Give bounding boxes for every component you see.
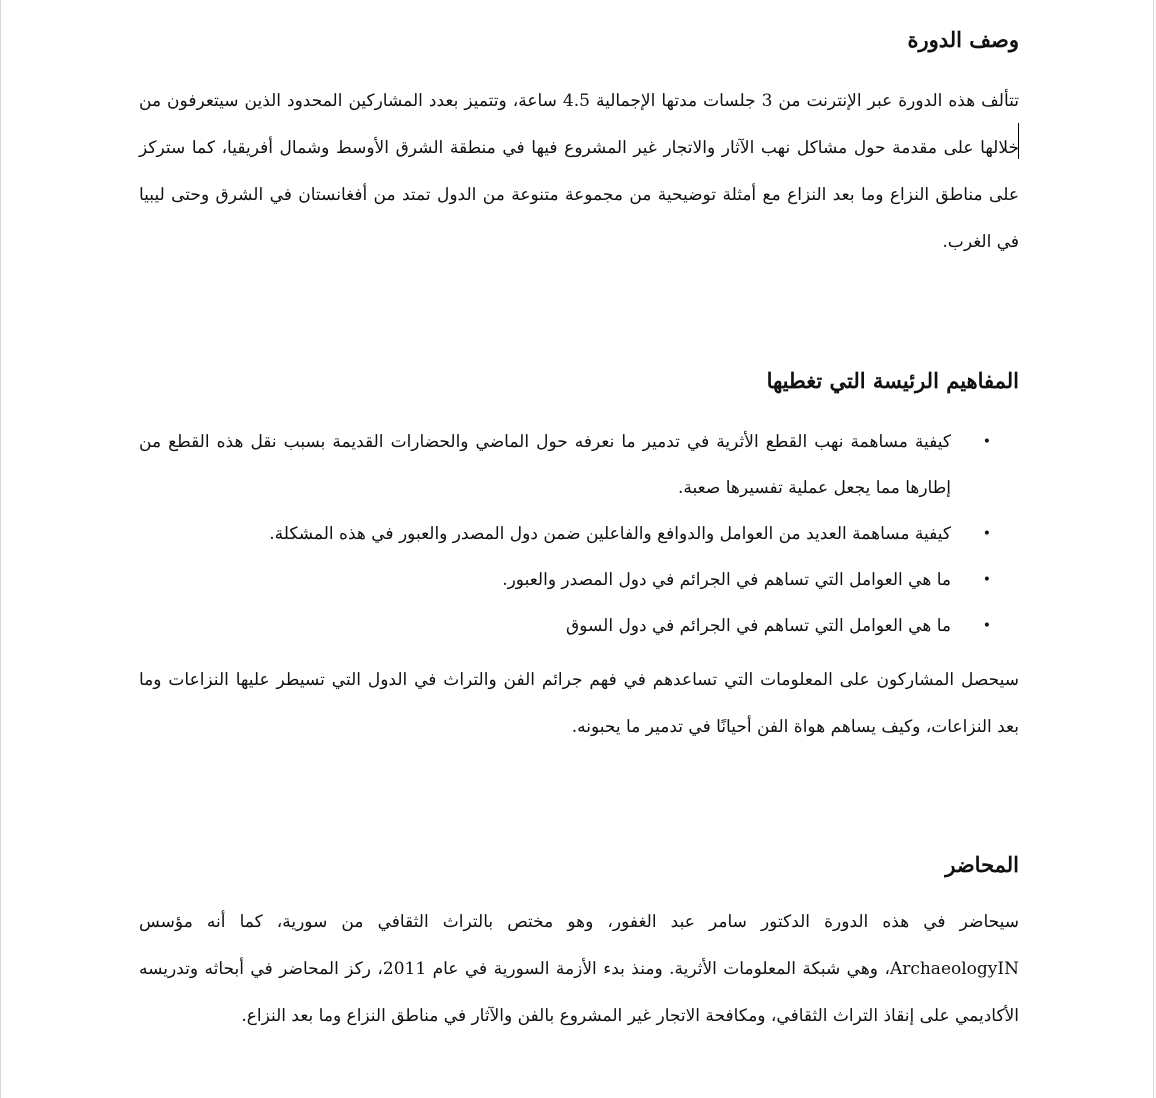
list-item	[139, 511, 991, 557]
section-title-key-concepts: المفاهيم الرئيسة التي تغطيها	[766, 368, 1019, 393]
section-title-course-description: وصف الدورة	[907, 27, 1019, 52]
key-concepts-list	[139, 419, 1019, 649]
list-item	[139, 419, 991, 511]
document-body[interactable]	[139, 18, 1019, 1040]
section-title-lecturer: المحاضر	[945, 852, 1019, 877]
lecturer-paragraph: سيحاضر في هذه الدورة الدكتور سامر عبد الغفور، وهو مختص بالتراث الثقافي من سورية، كما أنه مؤسس ArchaeologyIN، وهي شبكة المعلومات الأثرية. ومنذ بدء الأزمة السورية في عام 2011، ركز المحاضر في أبحاثه وتدريسه الأكاديمي على إنقاذ التراث الثقافي، ومكافحة الاتجار غير المشروع بالفن والآثار في مناطق النزاع وما بعد النزاع.	[139, 912, 1019, 1026]
list-item-text: ما هي العوامل التي تساهم في الجرائم في دول المصدر والعبور.	[502, 570, 951, 590]
list-item-text: كيفية مساهمة العديد من العوامل والدوافع والفاعلين ضمن دول المصدر والعبور في هذه المشكلة.	[269, 524, 951, 544]
list-item-text: ما هي العوامل التي تساهم في الجرائم في دول السوق	[566, 616, 951, 636]
list-item	[139, 557, 991, 603]
key-concepts-paragraph: سيحصل المشاركون على المعلومات التي تساعدهم في فهم جرائم الفن والتراث في الدول التي تسيطر عليها النزاعات وما بعد النزاعات، وكيف يساهم هواة الفن أحيانًا في تدمير ما يحبونه.	[139, 670, 1019, 737]
bullet-icon: •	[982, 434, 991, 450]
bullet-icon: •	[982, 572, 991, 588]
course-description-paragraph: تتألف هذه الدورة عبر الإنترنت من 3 جلسات مدتها الإجمالية 4.5 ساعة، وتتميز بعدد المشاركين المحدود الذين سيتعرفون من خلالها على مقدمة حول مشاكل نهب الآثار والاتجار غير المشروع فيها في منطقة الشرق الأوسط وشمال أفريقيا، كما ستركز على مناطق النزاع وما بعد النزاع مع أمثلة توضيحية من مجموعة متنوعة من الدول تمتد من أفغانستان في الشرق وحتى ليبيا في الغرب.	[139, 91, 1019, 252]
list-item	[139, 603, 991, 649]
list-item-text: كيفية مساهمة نهب القطع الأثرية في تدمير ما نعرفه حول الماضي والحضارات القديمة بسبب نقل هذه القطع من إطارها مما يجعل عملية تفسيرها صعبة.	[139, 432, 951, 498]
bullet-icon: •	[982, 526, 991, 542]
bullet-icon: •	[982, 618, 991, 634]
